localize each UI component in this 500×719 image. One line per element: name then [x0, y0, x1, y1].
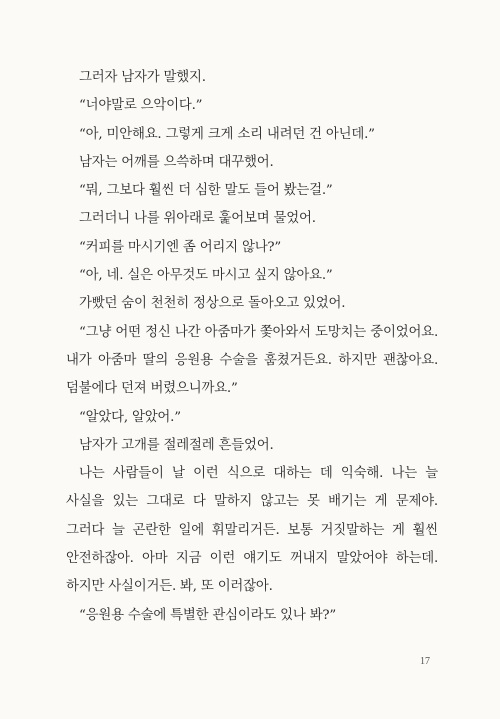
- paragraph: 남자는 어깨를 으쓱하며 대꾸했어.: [79, 154, 274, 170]
- paragraph: 남자가 고개를 절레절레 흔들었어.: [79, 437, 274, 453]
- paragraph: 그러자 남자가 말했지.: [79, 70, 206, 85]
- paragraph: 나는 사람들이 날 이런 식으로 대하는 데 익숙해. 나는 늘 사실을 있는 그대로 다 말하지 않고는 못 배기는 게 문제야. 그러다 늘 곤란한 일에 휘말리거든. 보통 거짓말하는 게 훨씬 안전하잖아. 아마 지금 이런 얘기도 꺼내지 말았어야 하는데. 하지만 사실이거든. 봐, 또 이러잖아.: [66, 466, 438, 595]
- paragraph: “아, 네. 실은 아무것도 마시고 싶지 않아요.”: [79, 268, 333, 284]
- paragraph: 가빴던 숨이 천천히 정상으로 돌아오고 있었어.: [79, 296, 346, 312]
- body-text: [66, 64, 438, 630]
- paragraph: “그냥 어떤 정신 나간 아줌마가 쫓아와서 도망치는 중이었어요. 내가 아줌마 딸의 응원용 수술을 훔쳤거든요. 하지만 괜찮아요. 덤불에다 던져 버렸으니까요.”: [66, 324, 438, 397]
- paragraph: 그러더니 나를 위아래로 훑어보며 물었어.: [79, 211, 316, 227]
- paragraph: “뭐, 그보다 훨씬 더 심한 말도 들어 봤는걸.”: [79, 183, 333, 199]
- paragraph: “응원용 수술에 특별한 관심이라도 있나 봐?”: [79, 607, 337, 623]
- paragraph: “알았다, 알았어.”: [79, 409, 181, 425]
- paragraph: “커피를 마시기엔 좀 어리지 않나?”: [79, 239, 282, 255]
- page-number: 17: [420, 656, 430, 667]
- paragraph: “아, 미안해요. 그렇게 크게 소리 내려던 건 아닌데.”: [79, 126, 375, 142]
- paragraph: “너야말로 으악이다.”: [79, 98, 203, 114]
